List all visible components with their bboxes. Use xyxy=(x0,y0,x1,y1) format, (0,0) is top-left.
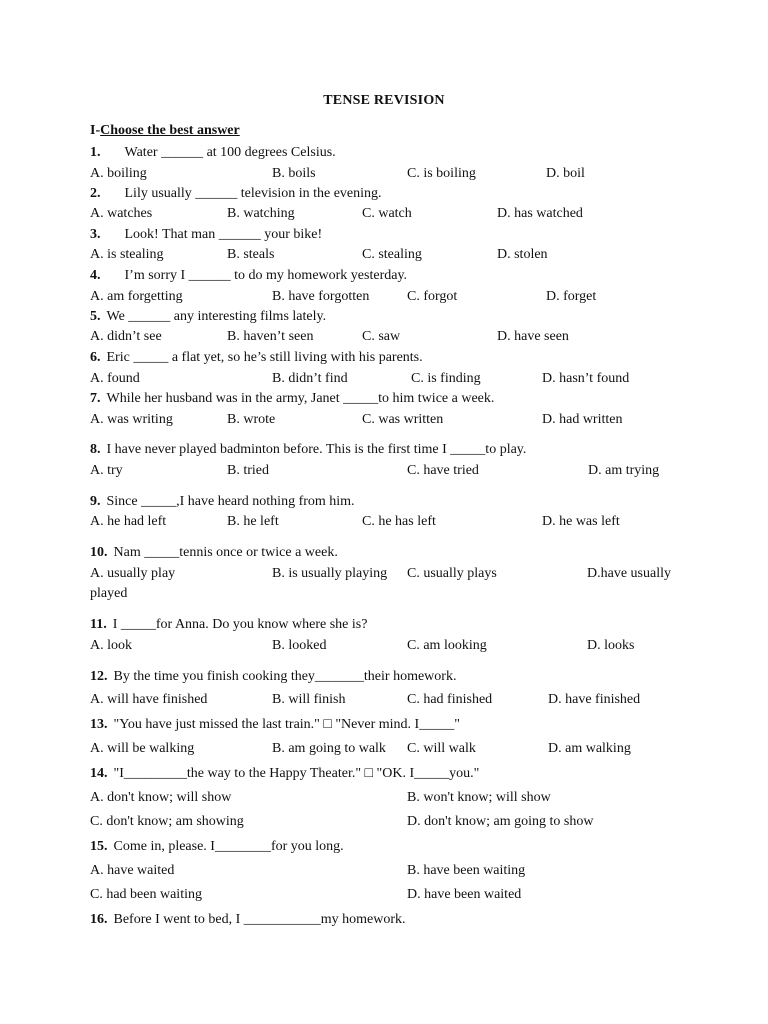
option-b: B. boils xyxy=(272,166,316,181)
question-number: 4. xyxy=(90,268,101,283)
option-d-continued: played xyxy=(90,586,128,601)
question-9 xyxy=(90,493,355,511)
question-number: 3. xyxy=(90,227,101,242)
question-5 xyxy=(90,308,326,326)
question-text: Look! That man ______ your bike! xyxy=(124,227,323,242)
option-b: B. he left xyxy=(227,514,279,529)
option-c: C. is finding xyxy=(411,371,481,386)
option-d: D. he was left xyxy=(542,514,620,529)
question-text: Come in, please. I________for you long. xyxy=(113,839,344,854)
question-text: Eric _____ a flat yet, so he’s still living with his parents. xyxy=(106,350,423,365)
question-11 xyxy=(90,616,367,634)
option-b: B. didn’t find xyxy=(272,371,348,386)
option-b: B. won't know; will show xyxy=(407,790,551,805)
option-d: D. have seen xyxy=(497,329,569,344)
question-7 xyxy=(90,390,494,408)
question-14 xyxy=(90,765,479,783)
option-d: D. don't know; am going to show xyxy=(407,814,594,829)
question-2 xyxy=(90,185,382,203)
question-text: Water ______ at 100 degrees Celsius. xyxy=(124,145,336,160)
question-1 xyxy=(90,144,336,162)
option-d: D. am trying xyxy=(588,463,660,478)
option-b: B. have been waiting xyxy=(407,863,526,878)
option-a: A. look xyxy=(90,638,132,653)
question-text: Since _____,I have heard nothing from him. xyxy=(106,494,355,509)
option-c: C. usually plays xyxy=(407,566,497,581)
option-a: A. was writing xyxy=(90,412,173,427)
question-text: We ______ any interesting films lately. xyxy=(106,309,327,324)
question-number: 1. xyxy=(90,145,101,160)
section-label: Choose the best answer xyxy=(100,123,240,138)
question-number: 2. xyxy=(90,186,101,201)
question-text: I _____for Anna. Do you know where she is? xyxy=(112,617,368,632)
option-d: D. had written xyxy=(542,412,623,427)
option-c: C. am looking xyxy=(407,638,487,653)
question-text: Nam _____tennis once or twice a week. xyxy=(113,545,338,560)
section-heading xyxy=(90,123,240,139)
question-10 xyxy=(90,544,338,562)
option-d: D. hasn’t found xyxy=(542,371,630,386)
option-d: D. forget xyxy=(546,289,597,304)
question-number: 15. xyxy=(90,839,108,854)
question-text: "You have just missed the last train." □ "Never mind. I_____" xyxy=(113,717,460,732)
question-6 xyxy=(90,349,423,367)
option-c: C. watch xyxy=(362,206,412,221)
option-b: B. am going to walk xyxy=(272,741,386,756)
option-d: D. has watched xyxy=(497,206,583,221)
question-number: 11. xyxy=(90,617,107,632)
option-a: A. found xyxy=(90,371,140,386)
option-b: B. watching xyxy=(227,206,295,221)
question-3 xyxy=(90,226,322,244)
option-a: A. watches xyxy=(90,206,153,221)
question-text: By the time you finish cooking they_______their homework. xyxy=(113,669,457,684)
option-a: A. is stealing xyxy=(90,247,164,262)
option-c: C. was written xyxy=(362,412,444,427)
question-number: 13. xyxy=(90,717,108,732)
option-c: C. forgot xyxy=(407,289,458,304)
option-d: D.have usually xyxy=(587,566,671,581)
option-c: C. stealing xyxy=(362,247,422,262)
option-c: C. have tried xyxy=(407,463,479,478)
option-a: A. didn’t see xyxy=(90,329,162,344)
option-b: B. wrote xyxy=(227,412,276,427)
question-number: 10. xyxy=(90,545,108,560)
option-a: A. try xyxy=(90,463,123,478)
question-text: "I_________the way to the Happy Theater." □ "OK. I_____you." xyxy=(113,766,480,781)
question-number: 8. xyxy=(90,442,101,457)
question-8 xyxy=(90,441,526,459)
question-4 xyxy=(90,267,407,285)
option-c: C. don't know; am showing xyxy=(90,814,244,829)
option-b: B. steals xyxy=(227,247,275,262)
question-number: 7. xyxy=(90,391,101,406)
option-b: B. tried xyxy=(227,463,269,478)
question-text: I’m sorry I ______ to do my homework yesterday. xyxy=(124,268,408,283)
question-text: Before I went to bed, I ___________my homework. xyxy=(113,912,406,927)
question-number: 6. xyxy=(90,350,101,365)
question-16 xyxy=(90,911,406,929)
question-text: Lily usually ______ television in the evening. xyxy=(124,186,382,201)
option-d: D. boil xyxy=(546,166,585,181)
option-c: C. had been waiting xyxy=(90,887,202,902)
option-b: B. looked xyxy=(272,638,327,653)
option-a: A. usually play xyxy=(90,566,176,581)
page-title: TENSE REVISION xyxy=(323,93,445,108)
option-d: D. have finished xyxy=(548,692,641,707)
option-c: C. he has left xyxy=(362,514,436,529)
option-a: A. will have finished xyxy=(90,692,208,707)
option-a: A. will be walking xyxy=(90,741,195,756)
option-b: B. have forgotten xyxy=(272,289,370,304)
question-15 xyxy=(90,838,344,856)
question-number: 14. xyxy=(90,766,108,781)
question-number: 16. xyxy=(90,912,108,927)
option-a: A. don't know; will show xyxy=(90,790,232,805)
option-a: A. he had left xyxy=(90,514,167,529)
option-c: C. saw xyxy=(362,329,401,344)
option-d: D. stolen xyxy=(497,247,548,262)
question-number: 12. xyxy=(90,669,108,684)
option-a: A. boiling xyxy=(90,166,147,181)
option-a: A. have waited xyxy=(90,863,175,878)
option-b: B. is usually playing xyxy=(272,566,388,581)
option-d: D. have been waited xyxy=(407,887,522,902)
option-b: B. haven’t seen xyxy=(227,329,314,344)
option-d: D. am walking xyxy=(548,741,631,756)
question-number: 5. xyxy=(90,309,101,324)
question-text: While her husband was in the army, Janet _____to him twice a week. xyxy=(106,391,495,406)
option-a: A. am forgetting xyxy=(90,289,183,304)
option-c: C. had finished xyxy=(407,692,493,707)
option-b: B. will finish xyxy=(272,692,346,707)
option-c: C. is boiling xyxy=(407,166,476,181)
option-d: D. looks xyxy=(587,638,635,653)
section-prefix: I- xyxy=(90,123,101,138)
option-c: C. will walk xyxy=(407,741,476,756)
question-13 xyxy=(90,716,460,734)
question-number: 9. xyxy=(90,494,101,509)
question-text: I have never played badminton before. This is the first time I _____to play. xyxy=(106,442,527,457)
question-12 xyxy=(90,668,456,686)
